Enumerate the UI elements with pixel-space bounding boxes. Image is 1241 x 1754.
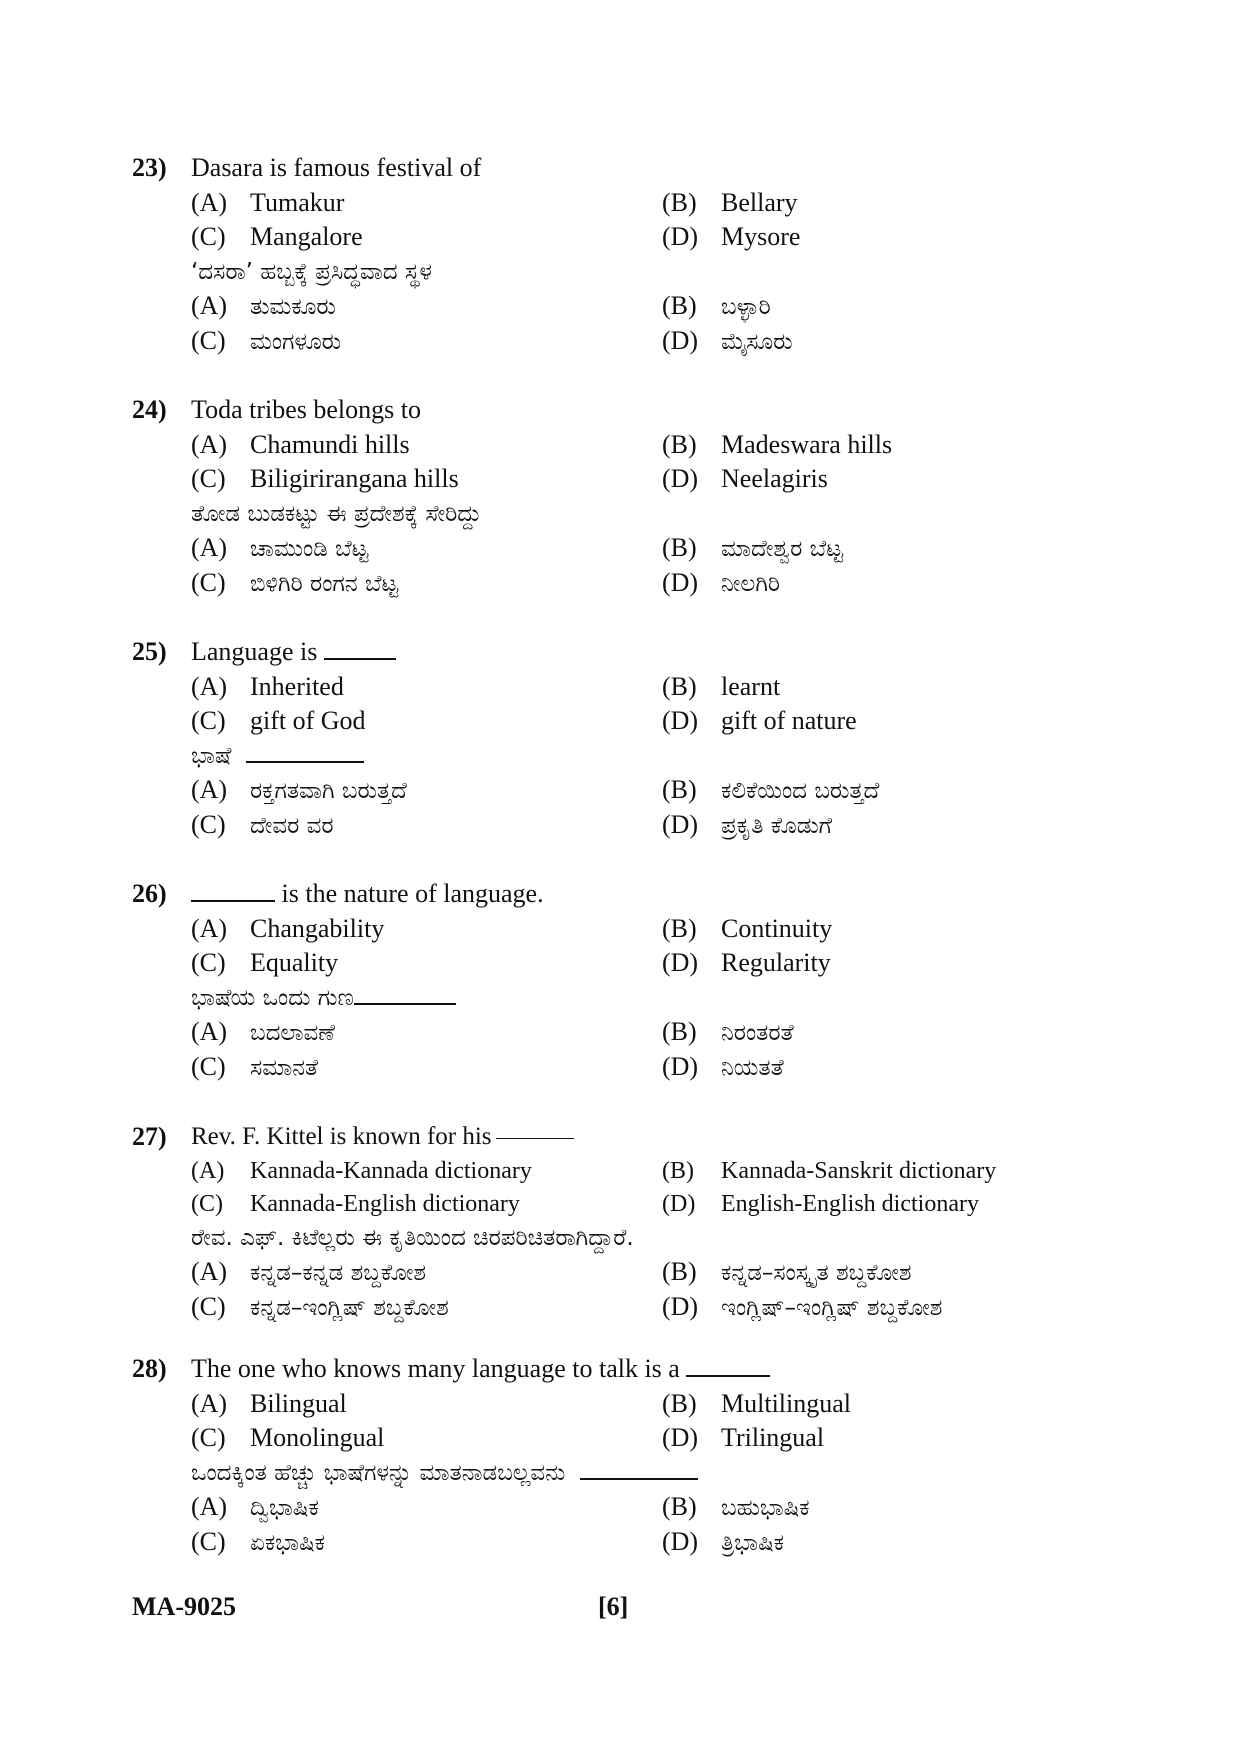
option-c-kn: (C) ದೇವರ ವರ bbox=[191, 809, 334, 839]
option-c-en: (C) Biligirirangana hills bbox=[191, 464, 459, 493]
option-b-kn: (B) ಬಳ್ಳಾರಿ bbox=[662, 291, 771, 320]
question-23 bbox=[0, 151, 1241, 358]
page-number: [6] bbox=[598, 1592, 629, 1621]
question-24 bbox=[0, 393, 1241, 600]
option-d-kn: (D) ನೀಲಗಿರಿ bbox=[662, 567, 781, 597]
option-c-en: (C) Kannada-English dictionary bbox=[191, 1191, 520, 1217]
option-b-en: (B) Multilingual bbox=[662, 1388, 851, 1418]
question-text-en: Rev. F. Kittel is known for his bbox=[191, 1120, 574, 1154]
answer-blank bbox=[496, 1137, 574, 1139]
option-d-en: (D) gift of nature bbox=[662, 706, 857, 735]
option-b-kn: (B) ನಿರಂತರತೆ bbox=[662, 1017, 794, 1046]
option-a-kn: (A) ದ್ವಿಭಾಷಿಕ bbox=[191, 1492, 319, 1521]
question-28 bbox=[0, 1352, 1241, 1559]
question-text-kn: ತೋಡ ಬುಡಕಟ್ಟು ಈ ಪ್ರದೇಶಕ್ಕೆ ಸೇರಿದ್ದು bbox=[191, 500, 482, 527]
question-number: 25) bbox=[132, 637, 167, 666]
answer-blank bbox=[686, 1374, 770, 1377]
option-c-kn: (C) ಕನ್ನಡ–ಇಂಗ್ಲಿಷ್ ಶಬ್ದಕೋಶ bbox=[191, 1291, 449, 1321]
option-c-kn: (C) ಏಕಭಾಷಿಕ bbox=[191, 1526, 326, 1556]
answer-blank bbox=[324, 657, 396, 660]
question-text-en: Dasara is famous festival of bbox=[191, 153, 482, 182]
option-d-kn: (D) ತ್ರಿಭಾಷಿಕ bbox=[662, 1526, 784, 1556]
option-a-en: (A) Tumakur bbox=[191, 187, 345, 217]
question-text-en: The one who knows many language to talk is a bbox=[191, 1352, 770, 1386]
question-number: 23) bbox=[132, 153, 167, 182]
option-a-en: (A) Changability bbox=[191, 913, 385, 943]
option-a-en: (A) Chamundi hills bbox=[191, 429, 410, 459]
option-c-kn: (C) ಬಿಳಿಗಿರಿ ರಂಗನ ಬೆಟ್ಟ bbox=[191, 567, 399, 597]
question-text-kn: ರೇವ. ಎಫ್. ಕಿಟೆಲ್ಲರು ಈ ಕೃತಿಯಿಂದ ಚಿರಪರಿಚಿತರಾಗಿದ್ದಾರೆ. bbox=[191, 1224, 634, 1251]
option-a-kn: (A) ಬದಲಾವಣೆ bbox=[191, 1017, 335, 1046]
option-d-en: (D) Regularity bbox=[662, 948, 831, 977]
question-text-en: is the nature of language. bbox=[191, 877, 544, 911]
question-26 bbox=[0, 877, 1241, 1084]
option-a-en: (A) Inherited bbox=[191, 671, 344, 701]
option-c-en: (C) gift of God bbox=[191, 706, 366, 735]
option-b-en: (B) Bellary bbox=[662, 187, 798, 217]
option-c-en: (C) Monolingual bbox=[191, 1423, 385, 1452]
answer-blank bbox=[354, 1002, 456, 1005]
answer-blank bbox=[191, 899, 275, 902]
option-a-kn: (A) ರಕ್ತಗತವಾಗಿ ಬರುತ್ತದೆ bbox=[191, 775, 407, 804]
option-b-en: (B) Continuity bbox=[662, 913, 833, 943]
option-d-en: (D) English-English dictionary bbox=[662, 1191, 979, 1217]
question-text-en: Toda tribes belongs to bbox=[191, 395, 421, 424]
option-d-en: (D) Trilingual bbox=[662, 1423, 825, 1452]
question-text-kn: ‘ದಸರಾ’ ಹಬ್ಬಕ್ಕೆ ಪ್ರಸಿದ್ಧವಾದ ಸ್ಥಳ bbox=[191, 258, 432, 285]
answer-blank bbox=[580, 1477, 698, 1480]
option-d-kn: (D) ಮೈಸೂರು bbox=[662, 325, 793, 355]
answer-blank bbox=[246, 760, 364, 763]
option-a-kn: (A) ತುಮಕೂರು bbox=[191, 291, 336, 320]
option-b-en: (B) Kannada-Sanskrit dictionary bbox=[662, 1157, 997, 1184]
option-d-kn: (D) ನಿಯತತೆ bbox=[662, 1051, 784, 1081]
option-a-en: (A) Bilingual bbox=[191, 1388, 347, 1418]
option-d-kn: (D) ಇಂಗ್ಲಿಷ್–ಇಂಗ್ಲಿಷ್ ಶಬ್ದಕೋಶ bbox=[662, 1291, 943, 1321]
option-b-kn: (B) ಕನ್ನಡ–ಸಂಸ್ಕೃತ ಶಬ್ದಕೋಶ bbox=[662, 1257, 912, 1286]
option-a-en: (A) Kannada-Kannada dictionary bbox=[191, 1157, 532, 1184]
question-25 bbox=[0, 635, 1241, 842]
question-number: 27) bbox=[132, 1122, 167, 1151]
option-b-kn: (B) ಕಲಿಕೆಯಿಂದ ಬರುತ್ತದೆ bbox=[662, 775, 880, 804]
option-d-kn: (D) ಪ್ರಕೃತಿ ಕೊಡುಗೆ bbox=[662, 809, 833, 839]
question-number: 26) bbox=[132, 879, 167, 908]
option-d-en: (D) Mysore bbox=[662, 222, 801, 251]
question-text-kn: ಭಾಷೆಯ ಒಂದು ಗುಣ bbox=[191, 981, 456, 1015]
option-b-kn: (B) ಮಾದೇಶ್ವರ ಬೆಟ್ಟ bbox=[662, 533, 843, 562]
option-d-en: (D) Neelagiris bbox=[662, 464, 828, 493]
option-c-en: (C) Equality bbox=[191, 948, 339, 977]
option-b-en: (B) Madeswara hills bbox=[662, 429, 893, 459]
option-a-kn: (A) ಕನ್ನಡ–ಕನ್ನಡ ಶಬ್ದಕೋಶ bbox=[191, 1257, 427, 1286]
question-text-kn: ಭಾಷೆ bbox=[191, 739, 364, 773]
question-number: 24) bbox=[132, 395, 167, 424]
option-b-en: (B) learnt bbox=[662, 671, 781, 701]
paper-code: MA-9025 bbox=[132, 1592, 236, 1621]
option-c-kn: (C) ಸಮಾನತೆ bbox=[191, 1051, 319, 1081]
question-number: 28) bbox=[132, 1354, 167, 1383]
option-a-kn: (A) ಚಾಮುಂಡಿ ಬೆಟ್ಟ bbox=[191, 533, 369, 562]
question-27 bbox=[0, 1120, 1241, 1324]
option-c-kn: (C) ಮಂಗಳೂರು bbox=[191, 325, 342, 355]
option-b-kn: (B) ಬಹುಭಾಷಿಕ bbox=[662, 1492, 810, 1521]
option-c-en: (C) Mangalore bbox=[191, 222, 363, 251]
question-text-en: Language is bbox=[191, 635, 396, 669]
question-text-kn: ಒಂದಕ್ಕಿಂತ ಹೆಚ್ಚು ಭಾಷೆಗಳನ್ನು ಮಾತನಾಡಬಲ್ಲವನು bbox=[191, 1456, 698, 1490]
